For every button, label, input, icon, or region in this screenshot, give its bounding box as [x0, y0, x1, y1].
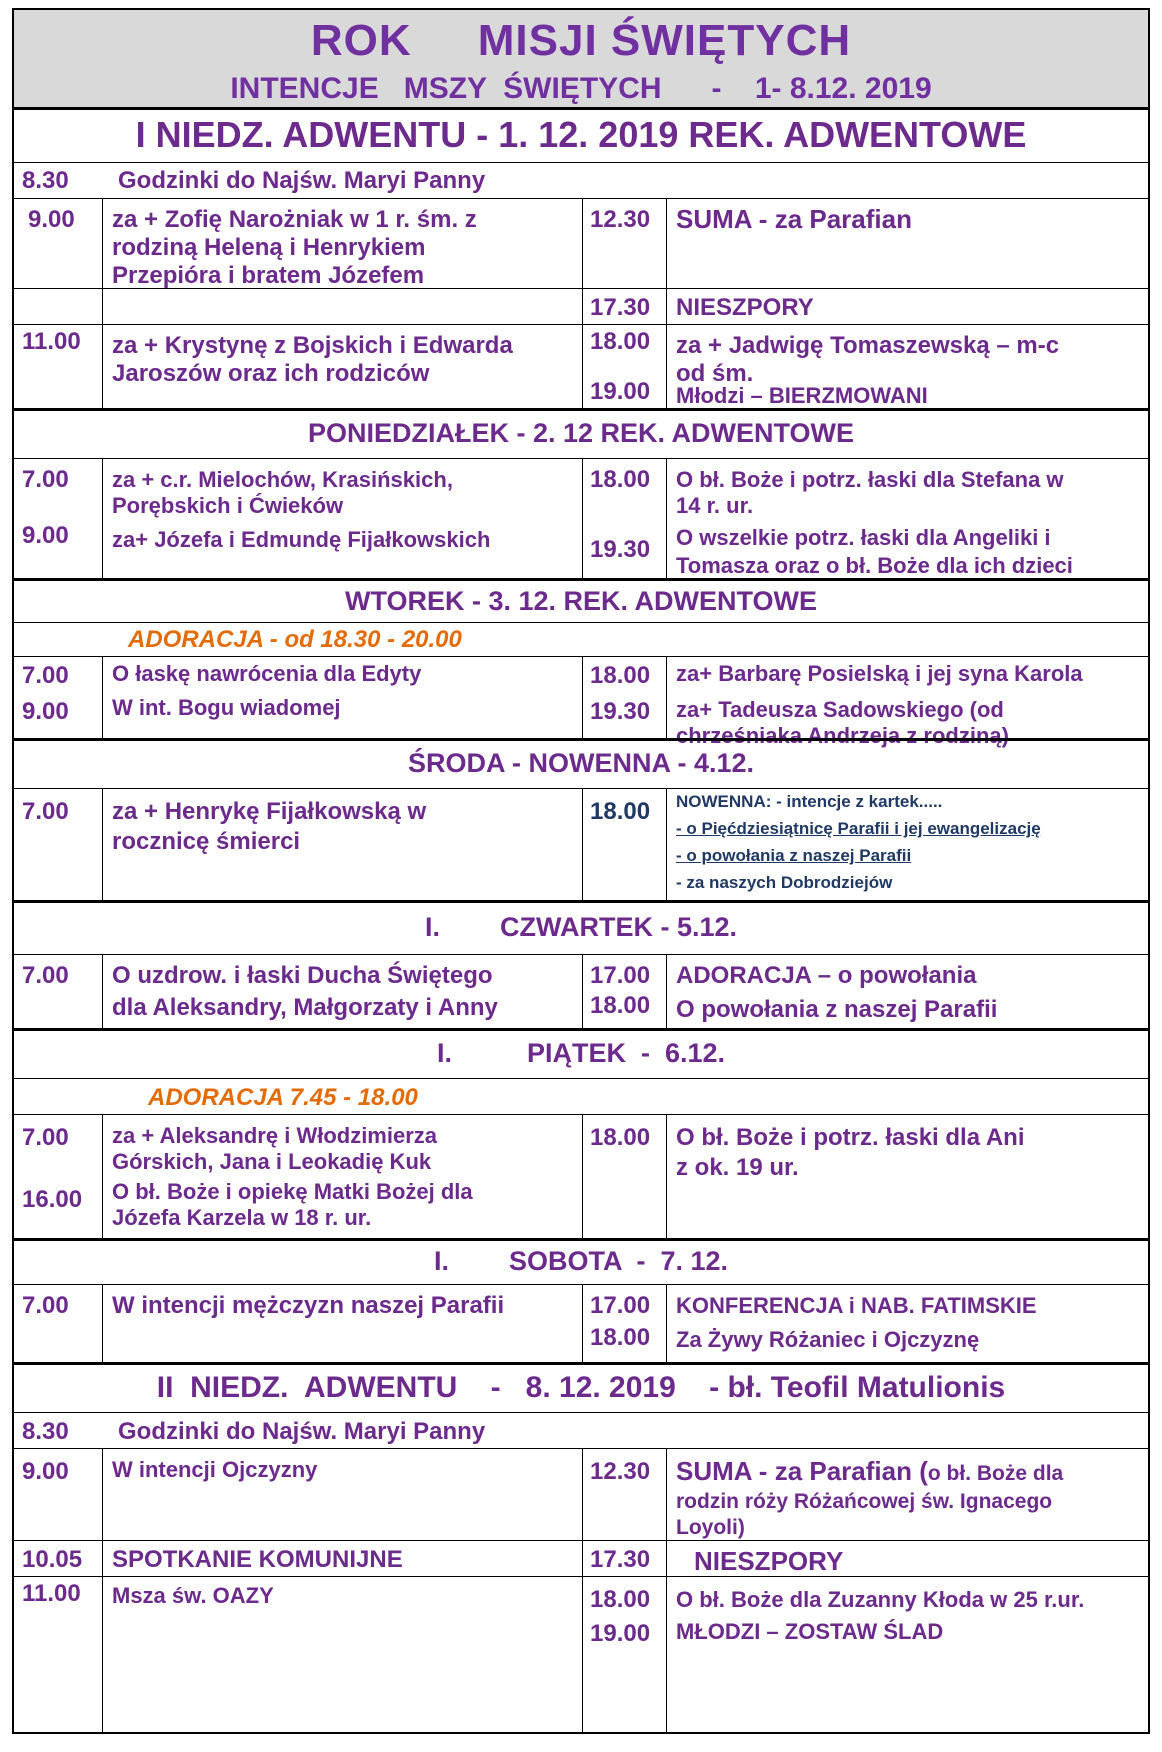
time: 19.00 [590, 1620, 651, 1647]
time: 12.30 [590, 206, 651, 233]
intention: SPOTKANIE KOMUNIJNE [112, 1546, 403, 1573]
novena-intention: - o powołania z naszej Parafii [676, 846, 912, 865]
intention-line: za+ Józefa i Edmundę Fijałkowskich [112, 527, 491, 552]
time: 18.00 [590, 1124, 651, 1151]
time: 7.00 [22, 466, 69, 493]
time: 17.30 [590, 294, 651, 321]
time: 16.00 [22, 1186, 83, 1213]
time: 18.00 [590, 328, 651, 355]
intention-line: za + c.r. Mielochów, Krasińskich, [112, 467, 453, 492]
intention-line: O bł. Boże dla Zuzanny Kłoda w 25 r.ur. [676, 1587, 1085, 1612]
time: 17.00 [590, 1292, 651, 1319]
intention-line: Młodzi – BIERZMOWANI [676, 383, 928, 408]
time: 17.00 [590, 962, 651, 989]
time: 10.05 [22, 1546, 83, 1573]
day-title-sunday2: II NIEDZ. ADWENTU - 8. 12. 2019 - bł. Teofil Matulionis [14, 1362, 1148, 1412]
sunday2-row3 [14, 1576, 1148, 1734]
sunday1-row2 [14, 288, 1148, 324]
intention-line: O uzdrow. i łaski Ducha Świętego [112, 962, 493, 989]
intention: W intencji Ojczyzny [112, 1457, 318, 1482]
time: 18.00 [590, 466, 651, 493]
intention-line: za+ Barbarę Posielską i jej syna Karola [676, 661, 1083, 686]
novena-intention: - o Pięćdziesiątnicę Parafii i jej ewangelizację [676, 819, 1041, 838]
intention: Godzinki do Najśw. Maryi Panny [118, 167, 486, 194]
intention: Godzinki do Najśw. Maryi Panny [118, 1418, 486, 1445]
saturday-block [14, 1284, 1148, 1362]
intention-line: W intencji mężczyzn naszej Parafii [112, 1292, 505, 1319]
time: 12.30 [590, 1458, 651, 1485]
intention-line: MŁODZI – ZOSTAW ŚLAD [676, 1619, 944, 1644]
time: 18.00 [590, 662, 651, 689]
day-title-wednesday: ŚRODA - NOWENNA - 4.12. [14, 738, 1148, 788]
time: 19.00 [590, 378, 651, 405]
intention-line: Loyoli) [676, 1516, 745, 1539]
sunday2-godzinki-row [14, 1412, 1148, 1448]
page-title: ROK MISJI ŚWIĘTYCH [310, 16, 852, 65]
adoration-note: ADORACJA 7.45 - 18.00 [148, 1084, 418, 1111]
time: 18.00 [590, 992, 651, 1019]
intention-line: rodziną Heleną i Henrykiem [112, 234, 426, 261]
day-title-thursday: I. CZWARTEK - 5.12. [14, 900, 1148, 954]
intention-line: ADORACJA – o powołania [676, 962, 977, 989]
sunday1-godzinki-row [14, 162, 1148, 198]
intention-line: O wszelkie potrz. łaski dla Angeliki i [676, 525, 1051, 550]
intention-line: za+ Tadeusza Sadowskiego (od [676, 697, 1004, 722]
time: 9.00 [28, 206, 75, 233]
time: 8.30 [22, 1418, 69, 1445]
time: 7.00 [22, 1292, 69, 1319]
intention-line: Przepióra i bratem Józefem [112, 262, 425, 289]
day-title-tuesday: WTOREK - 3. 12. REK. ADWENTOWE [14, 578, 1148, 622]
intention-line: z ok. 19 ur. [676, 1154, 799, 1181]
intention-line: Porębskich i Ćwieków [112, 493, 344, 518]
time: 9.00 [22, 1458, 69, 1485]
intention-line: chrześniaka Andrzeja z rodziną) [676, 723, 1009, 748]
time: 7.00 [22, 962, 69, 989]
intention-line: Józefa Karzela w 18 r. ur. [112, 1205, 372, 1230]
adoration-note: ADORACJA - od 18.30 - 20.00 [128, 626, 462, 653]
time: 18.00 [590, 1586, 651, 1613]
intention-line: SUMA - za Parafian (o bł. Boże dla [676, 1456, 1064, 1486]
page-subtitle: INTENCJE MSZY ŚWIĘTYCH - 1- 8.12. 2019 [230, 72, 932, 105]
intention-line: Za Żywy Różaniec i Ojczyznę [676, 1327, 980, 1352]
intention-line: od śm. [676, 360, 754, 387]
time: 7.00 [22, 798, 69, 825]
intention-line: O bł. Boże i potrz. łaski dla Stefana w [676, 467, 1064, 492]
novena-header: NOWENNA: - intencje z kartek..... [676, 792, 943, 811]
sunday2-row1 [14, 1448, 1148, 1540]
intention-line: O bł. Boże i opiekę Matki Bożej dla [112, 1179, 473, 1204]
time: 19.30 [590, 698, 651, 725]
wednesday-block [14, 788, 1148, 900]
time: 9.00 [22, 522, 69, 549]
intention-line: 14 r. ur. [676, 493, 754, 518]
novena-intention: - za naszych Dobrodziejów [676, 873, 893, 892]
friday-note-row [14, 1078, 1148, 1114]
intention-line: dla Aleksandry, Małgorzaty i Anny [112, 994, 498, 1021]
intention-line: O powołania z naszej Parafii [676, 996, 998, 1023]
day-title-saturday: I. SOBOTA - 7. 12. [14, 1238, 1148, 1284]
time: 9.00 [22, 698, 69, 725]
time: 17.30 [590, 1546, 651, 1573]
intention-line: rocznicę śmierci [112, 828, 301, 855]
header [14, 10, 1148, 110]
intention: NIESZPORY [694, 1546, 844, 1576]
intention-line: Jaroszów oraz ich rodziców [112, 360, 430, 387]
intention-line: Tomasza oraz o bł. Boże dla ich dzieci [676, 553, 1073, 578]
intention-line: Górskich, Jana i Leokadię Kuk [112, 1149, 432, 1174]
intention-line: O łaskę nawrócenia dla Edyty [112, 661, 422, 686]
schedule-sheet [12, 8, 1150, 1734]
time: 18.00 [590, 798, 651, 825]
time: 19.30 [590, 536, 651, 563]
intention-line: KONFERENCJA i NAB. FATIMSKIE [676, 1293, 1037, 1318]
time: 7.00 [22, 1124, 69, 1151]
sunday1-row3 [14, 324, 1148, 408]
sunday2-row2 [14, 1540, 1148, 1576]
day-title-monday: PONIEDZIAŁEK - 2. 12 REK. ADWENTOWE [14, 408, 1148, 458]
intention-line: za + Krystynę z Bojskich i Edwarda [112, 332, 513, 359]
intention: SUMA - za Parafian [676, 204, 912, 234]
monday-block [14, 458, 1148, 578]
intention-line: za + Zofię Narożniak w 1 r. śm. z [112, 206, 477, 233]
friday-block [14, 1114, 1148, 1238]
thursday-block [14, 954, 1148, 1028]
time: 8.30 [22, 167, 69, 194]
intention-line: za + Aleksandrę i Włodzimierza [112, 1123, 438, 1148]
intention-line: za + Henrykę Fijałkowską w [112, 798, 427, 825]
time: 11.00 [22, 328, 81, 355]
intention-line: W int. Bogu wiadomej [112, 695, 341, 720]
time: 11.00 [22, 1580, 81, 1607]
intention-line: za + Jadwigę Tomaszewską – m-c [676, 332, 1060, 359]
intention: NIESZPORY [676, 294, 814, 321]
intention-line: O bł. Boże i potrz. łaski dla Ani [676, 1124, 1025, 1151]
time: 18.00 [590, 1324, 651, 1351]
intention-line: rodzin róży Różańcowej św. Ignacego [676, 1490, 1053, 1513]
tuesday-note-row [14, 622, 1148, 656]
day-title-friday: I. PIĄTEK - 6.12. [14, 1028, 1148, 1078]
day-title-sunday1: I NIEDZ. ADWENTU - 1. 12. 2019 REK. ADWENTOWE [135, 114, 1027, 155]
tuesday-block [14, 656, 1148, 748]
intention: Msza św. OAZY [112, 1583, 274, 1608]
sunday1-row1 [14, 198, 1148, 288]
time: 7.00 [22, 662, 69, 689]
